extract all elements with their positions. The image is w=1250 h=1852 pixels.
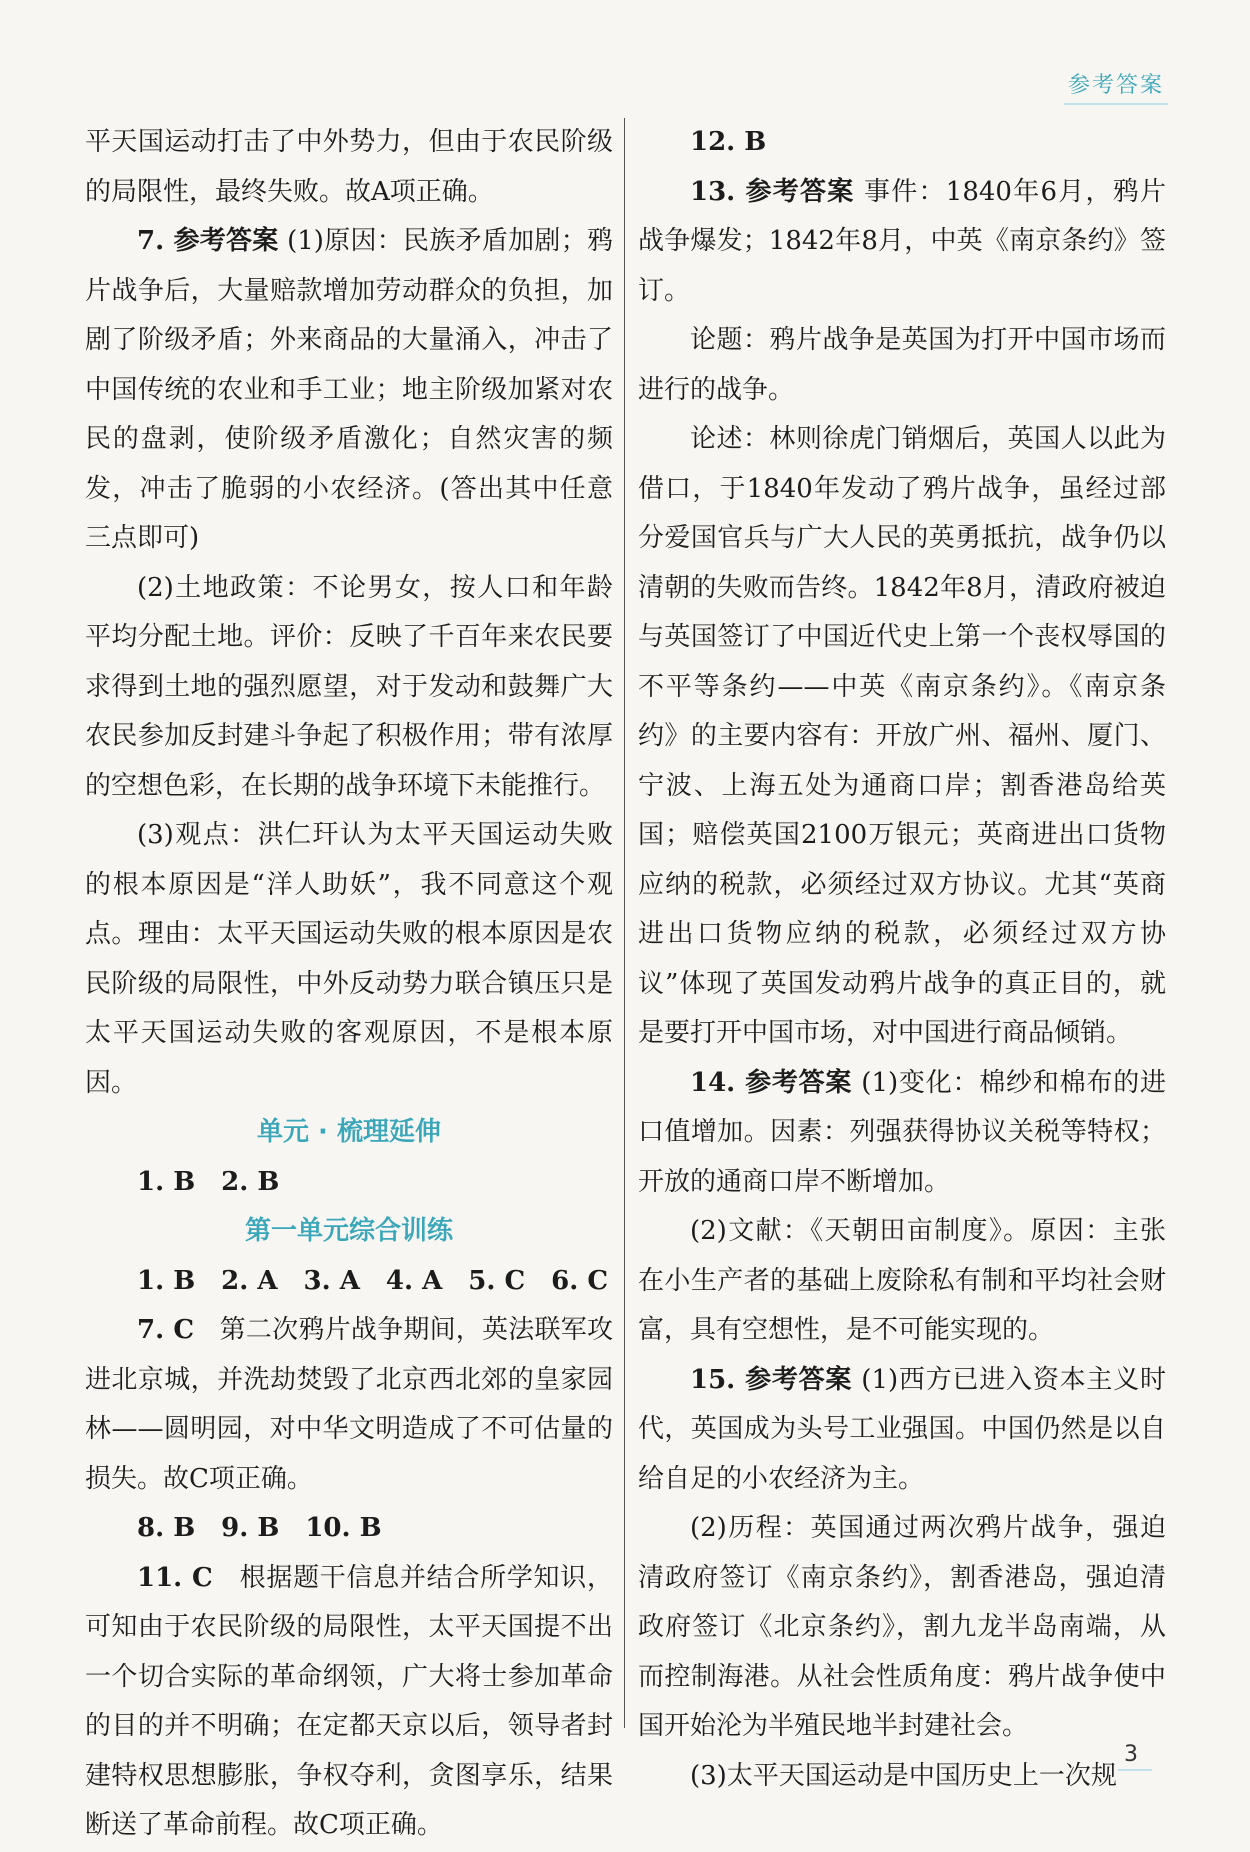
question-7b: [85, 1306, 613, 1504]
paragraph: (2)历程：英国通过两次鸦片战争，强迫清政府签订《南京条约》，割香港岛，强迫清政府签订《北京条约》，割九龙半岛南端，从而控制海港。从社会性质角度：鸦片战争使中国开始沦为半殖民地半封建社会。: [638, 1513, 1166, 1741]
question-label: 7. C: [137, 1315, 195, 1345]
paragraph: 论述：林则徐虎门销烟后，英国人以此为借口，于1840年发动了鸦片战争，虽经过部分爱国官兵与广大人民的英勇抵抗，战争仍以清朝的失败而告终。1842年8月，清政府被迫与英国签订了中国近代史上第一个丧权辱国的不平等条约——中英《南京条约》。《南京条约》的主要内容有：开放广州、福州、厦门、宁波、上海五处为通商口岸；割香港岛给英国；赔偿英国2100万银元；英商进出口货物应纳的税款，必须经过双方协议。尤其“英商进出口货物应纳的税款，必须经过双方协议”体现了英国发动鸦片战争的真正目的，就是要打开中国市场，对中国进行商品倾销。: [638, 424, 1166, 1048]
section-heading: 单元 · 梳理延伸: [257, 1117, 441, 1147]
section-heading: 第一单元综合训练: [244, 1216, 453, 1246]
paragraph: (3)太平天国运动是中国历史上一次规: [690, 1760, 1117, 1791]
answer-12: 12. B: [690, 127, 767, 157]
question-label: 11. C: [137, 1562, 213, 1593]
answer-list: 1. B 2. A 3. A 4. A 5. C 6. C: [137, 1265, 609, 1296]
right-column: [638, 118, 1166, 1801]
question-label: 15. 参考答案: [690, 1364, 853, 1395]
header-tag: 参考答案: [1064, 68, 1168, 105]
question-text: 第二次鸦片战争期间，英法联军攻进北京城，并洗劫焚毁了北京西北郊的皇家园林——圆明园，对中华文明造成了不可估量的损失。故C项正确。: [85, 1315, 613, 1494]
question-text: (1)原因：民族矛盾加剧；鸦片战争后，大量赔款增加劳动群众的负担，加剧了阶级矛盾；外来商品的大量涌入，冲击了中国传统的农业和手工业；地主阶级加紧对农民的盘剥，使阶级矛盾激化；自然灾害的频发，冲击了脆弱的小农经济。(答出其中任意三点即可): [85, 226, 613, 553]
question-label: 13. 参考答案: [690, 176, 855, 207]
left-column: [85, 118, 613, 1851]
answer-list: 8. B 9. B 10. B: [137, 1513, 382, 1543]
question-15: [638, 1356, 1166, 1505]
question-14: [638, 1059, 1166, 1208]
paragraph: (2)土地政策：不论男女，按人口和年龄平均分配土地。评价：反映了千百年来农民要求得到土地的强烈愿望，对于发动和鼓舞广大农民参加反封建斗争起了积极作用；带有浓厚的空想色彩，在长期的战争环境下未能推行。: [85, 572, 613, 801]
paragraph: 平天国运动打击了中外势力，但由于农民阶级的局限性，最终失败。故A项正确。: [85, 127, 613, 207]
question-text: (1)西方已进入资本主义时代，英国成为头号工业强国。中国仍然是以自给自足的小农经济为主。: [638, 1364, 1166, 1494]
question-11: [85, 1554, 613, 1851]
question-text: 根据题干信息并结合所学知识，可知由于农民阶级的局限性，太平天国提不出一个切合实际的革命纲领，广大将士参加革命的目的并不明确；在定都天京以后，领导者封建特权思想膨胀，争权夺利，贪图享乐，结果断送了革命前程。故C项正确。: [85, 1562, 613, 1840]
question-label: 7. 参考答案: [137, 226, 279, 256]
question-13: [638, 168, 1166, 317]
paragraph: (2)文献：《天朝田亩制度》。原因：主张在小生产者的基础上废除私有制和平均社会财富，具有空想性，是不可能实现的。: [638, 1216, 1166, 1345]
question-label: 14. 参考答案: [690, 1067, 853, 1098]
page-number: 3: [1118, 1742, 1152, 1771]
question-text: (1)变化：棉纱和棉布的进口值增加。因素：列强获得协议关税等特权；开放的通商口岸不断增加。: [638, 1067, 1166, 1197]
paragraph: (3)观点：洪仁玕认为太平天国运动失败的根本原因是“洋人助妖”，我不同意这个观点。理由：太平天国运动失败的根本原因是农民阶级的局限性，中外反动势力联合镇压只是太平天国运动失败的客观原因，不是根本原因。: [85, 820, 613, 1098]
answer-list: 1. B 2. B: [137, 1166, 280, 1197]
question-text: 事件：1840年6月，鸦片战争爆发；1842年8月，中英《南京条约》签订。: [638, 176, 1166, 306]
column-divider: [624, 118, 625, 1728]
question-7: [85, 217, 613, 564]
paragraph: 论题：鸦片战争是英国为打开中国市场而进行的战争。: [638, 325, 1166, 405]
